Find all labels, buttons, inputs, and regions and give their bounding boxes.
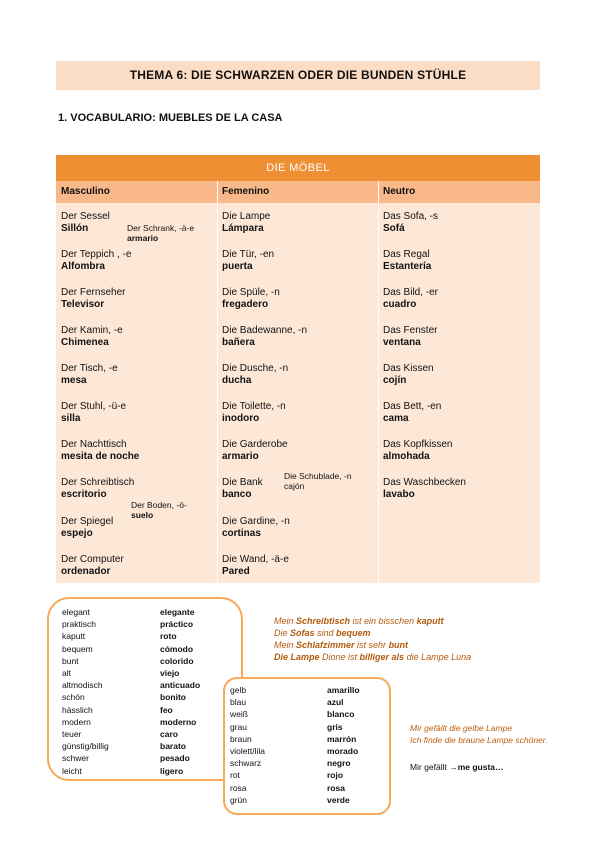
list-item: bequem: [62, 643, 93, 654]
list-item: anticuado: [160, 680, 201, 691]
list-item: Das Bild, -er cuadro: [383, 287, 439, 310]
list-item: morado: [327, 746, 359, 757]
title-bar: [56, 61, 540, 90]
list-item: Der Stuhl, -ü-e silla: [61, 401, 127, 424]
list-item: azul: [327, 697, 344, 708]
list-item: Die Spüle, -n fregadero: [222, 287, 280, 310]
list-item: barato: [160, 741, 186, 752]
list-item: bonito: [160, 692, 186, 703]
list-item: Die Gardine, -n cortinas: [222, 516, 290, 539]
list-item: Der Tisch, -e mesa: [61, 363, 118, 386]
list-item: kaputt: [62, 631, 86, 642]
list-item: colorido: [160, 655, 194, 666]
list-item: hässlich: [62, 704, 93, 715]
list-item: praktisch: [62, 619, 97, 630]
list-item: Das Kissen cojín: [383, 363, 434, 386]
adjectives-spanish-list: [160, 606, 200, 777]
list-item: Das Bett, -en cama: [383, 401, 442, 424]
list-item: Der Computer ordenador: [61, 554, 124, 577]
list-item: pesado: [160, 753, 190, 764]
list-item: Die Tür, -en puerta: [222, 249, 275, 272]
page-title: THEMA 6: DIE SCHWARZEN ODER DIE BUNDEN STÜHLE: [129, 68, 467, 82]
section-heading: 1. VOCABULARIO: MUEBLES DE LA CASA: [58, 112, 283, 124]
column-headers: [56, 181, 540, 203]
column-header-masculino: Masculino: [61, 186, 110, 197]
list-item: Der Spiegel espejo: [61, 516, 114, 539]
list-item: viejo: [160, 668, 180, 679]
list-item: Das Kopfkissen almohada: [383, 439, 453, 462]
list-item: rosa: [230, 782, 247, 793]
list-item: grau: [230, 721, 248, 732]
example-sentence: Die Sofas sind bequem: [274, 628, 371, 638]
list-item: amarillo: [327, 685, 360, 695]
list-item: roto: [160, 631, 177, 642]
example-sentence: Mein Schlafzimmer ist sehr bunt: [274, 640, 409, 650]
list-item: Der Nachttisch mesita de noche: [61, 439, 140, 462]
column-divider: [217, 181, 218, 583]
column-divider: [378, 181, 379, 583]
side-note: Ich finde die braune Lampe schöner.: [410, 735, 548, 745]
list-item: rojo: [327, 770, 344, 781]
list-item: práctico: [160, 619, 194, 630]
list-item: Die Badewanne, -n bañera: [222, 325, 308, 348]
list-item: verde: [327, 794, 350, 805]
list-item: rot: [230, 770, 240, 781]
list-item: Die Dusche, -n ducha: [222, 363, 289, 386]
list-item: Die Toilette, -n inodoro: [222, 401, 286, 424]
list-item: gris: [327, 721, 343, 732]
list-item: moderno: [160, 716, 197, 727]
list-item: blanco: [327, 709, 355, 720]
side-note: Mir gefällt die gelbe Lampe: [410, 723, 513, 733]
list-item: caro: [160, 729, 178, 740]
list-item: elegante: [160, 607, 195, 617]
example-sentence: Mein Schreibtisch ist ein bisschen kaputt: [274, 616, 444, 626]
column-header-femenino: Femenino: [222, 186, 270, 197]
list-item: Der Teppich , -e Alfombra: [61, 249, 132, 272]
list-item: Das Waschbecken lavabo: [383, 477, 466, 500]
list-item: Der Schreibtisch escritorio: [61, 477, 135, 500]
example-sentence: Die Lampe Dione ist billiger als die Lampe Luna: [274, 652, 472, 662]
list-item: leicht: [62, 765, 82, 776]
list-item: violett/lila: [230, 746, 265, 757]
note-boden: Der Boden, -ö- suelo: [131, 500, 187, 520]
arrow-right-icon: →: [449, 762, 458, 772]
list-item: Die Wand, -ä-e Pared: [222, 554, 289, 577]
list-item: cómodo: [160, 643, 194, 654]
list-item: ligero: [160, 765, 184, 776]
colors-spanish-list: [327, 684, 360, 806]
vocab-table: [56, 155, 540, 583]
table-header: DIE MÖBEL: [56, 155, 540, 181]
list-item: Die Bank banco: [222, 477, 263, 500]
list-item: grün: [230, 794, 248, 805]
list-item: blau: [230, 697, 247, 708]
list-item: teuer: [62, 729, 82, 740]
list-item: marrón: [327, 733, 357, 744]
list-item: schwarz: [230, 758, 262, 769]
example-sentences: [274, 615, 471, 663]
list-item: Die Garderobe armario: [222, 439, 288, 462]
list-item: Das Regal Estantería: [383, 249, 432, 272]
list-item: modern: [62, 716, 91, 727]
list-item: Der Kamin, -e Chimenea: [61, 325, 123, 348]
list-item: günstig/billig: [62, 741, 109, 752]
list-item: bunt: [62, 655, 79, 666]
column-header-neutro: Neutro: [383, 186, 416, 197]
list-item: Die Lampe Lámpara: [222, 211, 271, 234]
note-schrank: Der Schrank, -ä-e armario: [127, 223, 195, 243]
list-item: altmodisch: [62, 680, 103, 691]
list-item: weiß: [230, 709, 248, 720]
list-item: braun: [230, 733, 252, 744]
side-note-gusta: Mir gefällt →me gusta…: [410, 762, 504, 772]
list-item: rosa: [327, 782, 345, 793]
list-item: Das Fenster ventana: [383, 325, 438, 348]
list-item: negro: [327, 758, 351, 769]
list-item: schön: [62, 692, 85, 703]
list-item: Der Fernseher Televisor: [61, 287, 126, 310]
list-item: Der Sessel Sillón: [61, 211, 110, 234]
note-schublade: Die Schublade, -n cajón: [284, 471, 352, 491]
list-item: alt: [62, 668, 71, 679]
list-item: feo: [160, 704, 173, 715]
adjectives-german-list: [62, 606, 109, 777]
list-item: elegant: [62, 607, 90, 617]
colors-german-list: [230, 684, 265, 806]
list-item: Das Sofa, -s Sofá: [383, 211, 439, 234]
list-item: gelb: [230, 685, 247, 695]
list-item: schwer: [62, 753, 89, 764]
